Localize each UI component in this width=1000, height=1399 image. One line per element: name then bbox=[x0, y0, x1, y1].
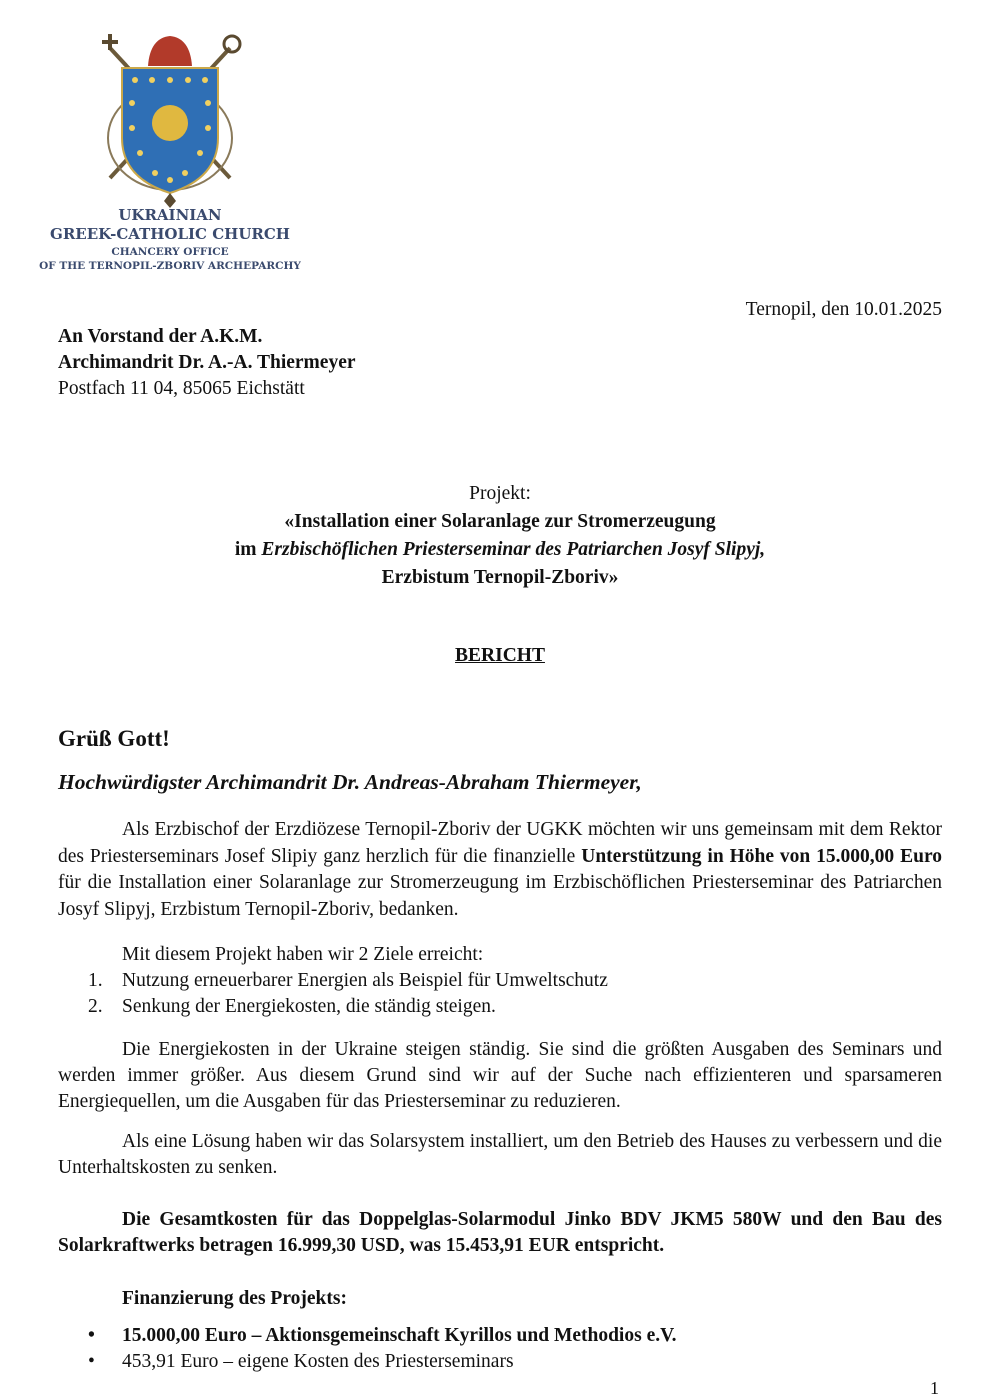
paragraph-energy-costs: Die Energiekosten in der Ukraine steigen ständig. Sie sind die größten Ausgaben des Seminars und werden immer größer. Aus diesem Grund sind wir auf der Suche nach effizienteren und sparsameren Energiequellen, um die Ausgaben für das Priesterseminar zu reduzieren. bbox=[58, 1039, 942, 1112]
project-title-line-3: Erzbistum Ternopil-Zboriv» bbox=[381, 567, 619, 588]
coat-of-arms-icon bbox=[90, 28, 250, 208]
paragraph-solution: Als eine Lösung haben wir das Solarsystem installiert, um den Betrieb des Hauses zu verbessern und die Unterhaltskosten zu senken. bbox=[58, 1131, 942, 1178]
financing-section bbox=[58, 1286, 942, 1375]
project-title-italic: Erzbischöflichen Priesterseminar des Patriarchen Josyf Slipyj, bbox=[261, 539, 766, 560]
project-title-prefix: im bbox=[234, 539, 262, 560]
list-text: Nutzung erneuerbarer Energien als Beispiel für Umweltschutz bbox=[122, 970, 608, 991]
bullet-icon: • bbox=[88, 1325, 95, 1346]
project-title-line-1: «Installation einer Solaranlage zur Stromerzeugung bbox=[284, 511, 716, 532]
salutation: Hochwürdigster Archimandrit Dr. Andreas-Abraham Thiermeyer, bbox=[58, 770, 642, 794]
list-text: 15.000,00 Euro – Aktionsgemeinschaft Kyrillos und Methodios e.V. bbox=[122, 1325, 677, 1346]
list-item bbox=[58, 1349, 942, 1375]
recipient-line-2: Archimandrit Dr. A.-A. Thiermeyer bbox=[58, 352, 356, 373]
list-item bbox=[58, 968, 942, 994]
paragraph-thanks-text: Als Erzbischof der Erzdiözese Ternopil-Zboriv der UGKK möchten wir uns gemeinsam mit dem Rektor des Priesterseminars Josef Slipiy ganz herzlich für die finanzielle bbox=[58, 819, 942, 867]
financing-title: Finanzierung des Projekts: bbox=[122, 1288, 347, 1309]
list-text: 453,91 Euro – eigene Kosten des Priesterseminars bbox=[122, 1351, 514, 1372]
letterhead-line-1: UKRAINIAN bbox=[118, 206, 222, 224]
recipient-line-1: An Vorstand der A.K.M. bbox=[58, 326, 263, 347]
project-title-block bbox=[58, 480, 942, 592]
bullet-icon: • bbox=[88, 1351, 95, 1372]
letter-date: Ternopil, den 10.01.2025 bbox=[745, 299, 942, 320]
letterhead-line-3: CHANCERY OFFICE bbox=[111, 246, 229, 258]
paragraph-thanks-amount: Unterstützung in Höhe von 15.000,00 Euro bbox=[581, 845, 943, 867]
list-text: Senkung der Energiekosten, die ständig steigen. bbox=[122, 996, 496, 1017]
page-number: 1 bbox=[930, 1378, 939, 1398]
goals-intro: Mit diesem Projekt haben wir 2 Ziele erreicht: bbox=[122, 944, 484, 965]
list-number: 1. bbox=[88, 970, 103, 991]
recipient-address bbox=[58, 324, 942, 402]
list-number: 2. bbox=[88, 996, 103, 1017]
list-item bbox=[58, 994, 942, 1020]
letterhead-line-2: GREEK-CATHOLIC CHURCH bbox=[50, 225, 290, 243]
paragraph-total-costs: Die Gesamtkosten für das Doppelglas-Solarmodul Jinko BDV JKM5 580W und den Bau des Solarkraftwerks betragen 16.999,30 USD, was 15.453,91 EUR entspricht. bbox=[58, 1209, 942, 1256]
paragraph-thanks bbox=[58, 817, 942, 923]
financing-list bbox=[58, 1323, 942, 1375]
greeting: Grüß Gott! bbox=[58, 726, 170, 751]
letterhead-line-4: OF THE TERNOPIL-ZBORIV ARCHEPARCHY bbox=[39, 260, 301, 272]
paragraph-thanks-text-2: für die Installation einer Solaranlage zur Stromerzeugung im Erzbischöflichen Priesterseminar des Patriarchen Josyf Slipyj, Erzbistum Ternopil-Zboriv, bedanken. bbox=[58, 872, 942, 920]
recipient-line-3: Postfach 11 04, 85065 Eichstätt bbox=[58, 378, 305, 399]
list-item bbox=[58, 1323, 942, 1349]
goals-list bbox=[58, 968, 942, 1020]
report-heading: BERICHT bbox=[455, 645, 545, 666]
goals-section bbox=[58, 942, 942, 1020]
project-label: Projekt: bbox=[469, 483, 531, 504]
